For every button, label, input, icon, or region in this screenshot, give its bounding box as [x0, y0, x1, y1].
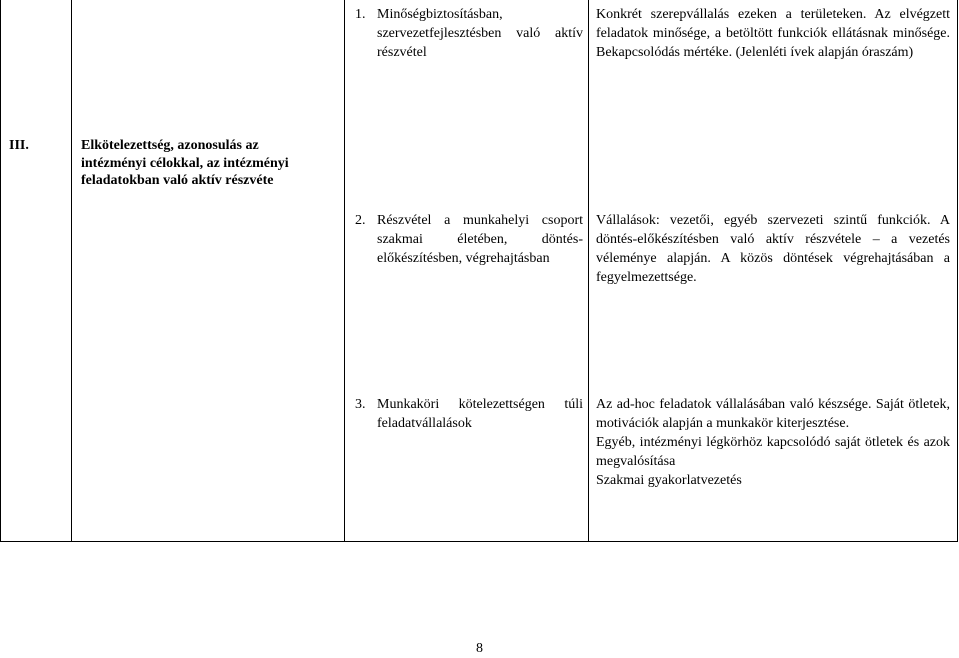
row3-desc-line-2: Egyéb, intézményi légkörhöz kapcsolódó saját ötletek és azok megvalósítása: [596, 435, 950, 469]
section-title: Elkötelezettség, azonosulás az intézményi célokkal, az intézményi feladatokban való aktív részvéte: [81, 138, 289, 188]
row3-desc-line-1: Az ad-hoc feladatok vállalásában való készsége. Saját ötletek, motivációk alapján a munkakör kiterjesztése.: [596, 397, 950, 431]
row1-desc: Konkrét szerepvállalás ezeken a területeken. Az elvégzett feladatok minősége, a betöltött funkciók ellátásnak minősége. Bekapcsolódás mértéke. (Jelenléti ívek alapján óraszám): [596, 7, 950, 60]
table-divider-col1: [71, 0, 72, 542]
row2-item: Részvétel a munkahelyi csoport szakmai életében, döntés-előkészítésben, végrehajtásban: [377, 213, 583, 266]
page-number: 8: [476, 641, 483, 656]
table-divider-col3: [588, 0, 589, 542]
table-divider-col2: [344, 0, 345, 542]
row3-desc: [596, 395, 950, 490]
section-roman-numeral: III.: [9, 138, 29, 153]
row1-item: Minőségbiztosításban, szervezetfejlesztésben való aktív részvétel: [377, 7, 583, 60]
row2-number: 2.: [355, 213, 366, 228]
table-border-left: [0, 0, 1, 542]
row1-number: 1.: [355, 7, 366, 22]
row3-item: Munkaköri kötelezettségen túli feladatvállalások: [377, 397, 583, 431]
table-border-bottom: [0, 541, 958, 542]
row3-number: 3.: [355, 397, 366, 412]
row2-desc: Vállalások: vezetői, egyéb szervezeti szintű funkciók. A döntés-előkészítésben való aktív részvétele – a vezetés véleménye alapján. A közös döntések végrehajtásában a fegyelmezettsége.: [596, 213, 950, 285]
table-border-right: [957, 0, 958, 542]
row3-desc-line-3: Szakmai gyakorlatvezetés: [596, 473, 742, 488]
